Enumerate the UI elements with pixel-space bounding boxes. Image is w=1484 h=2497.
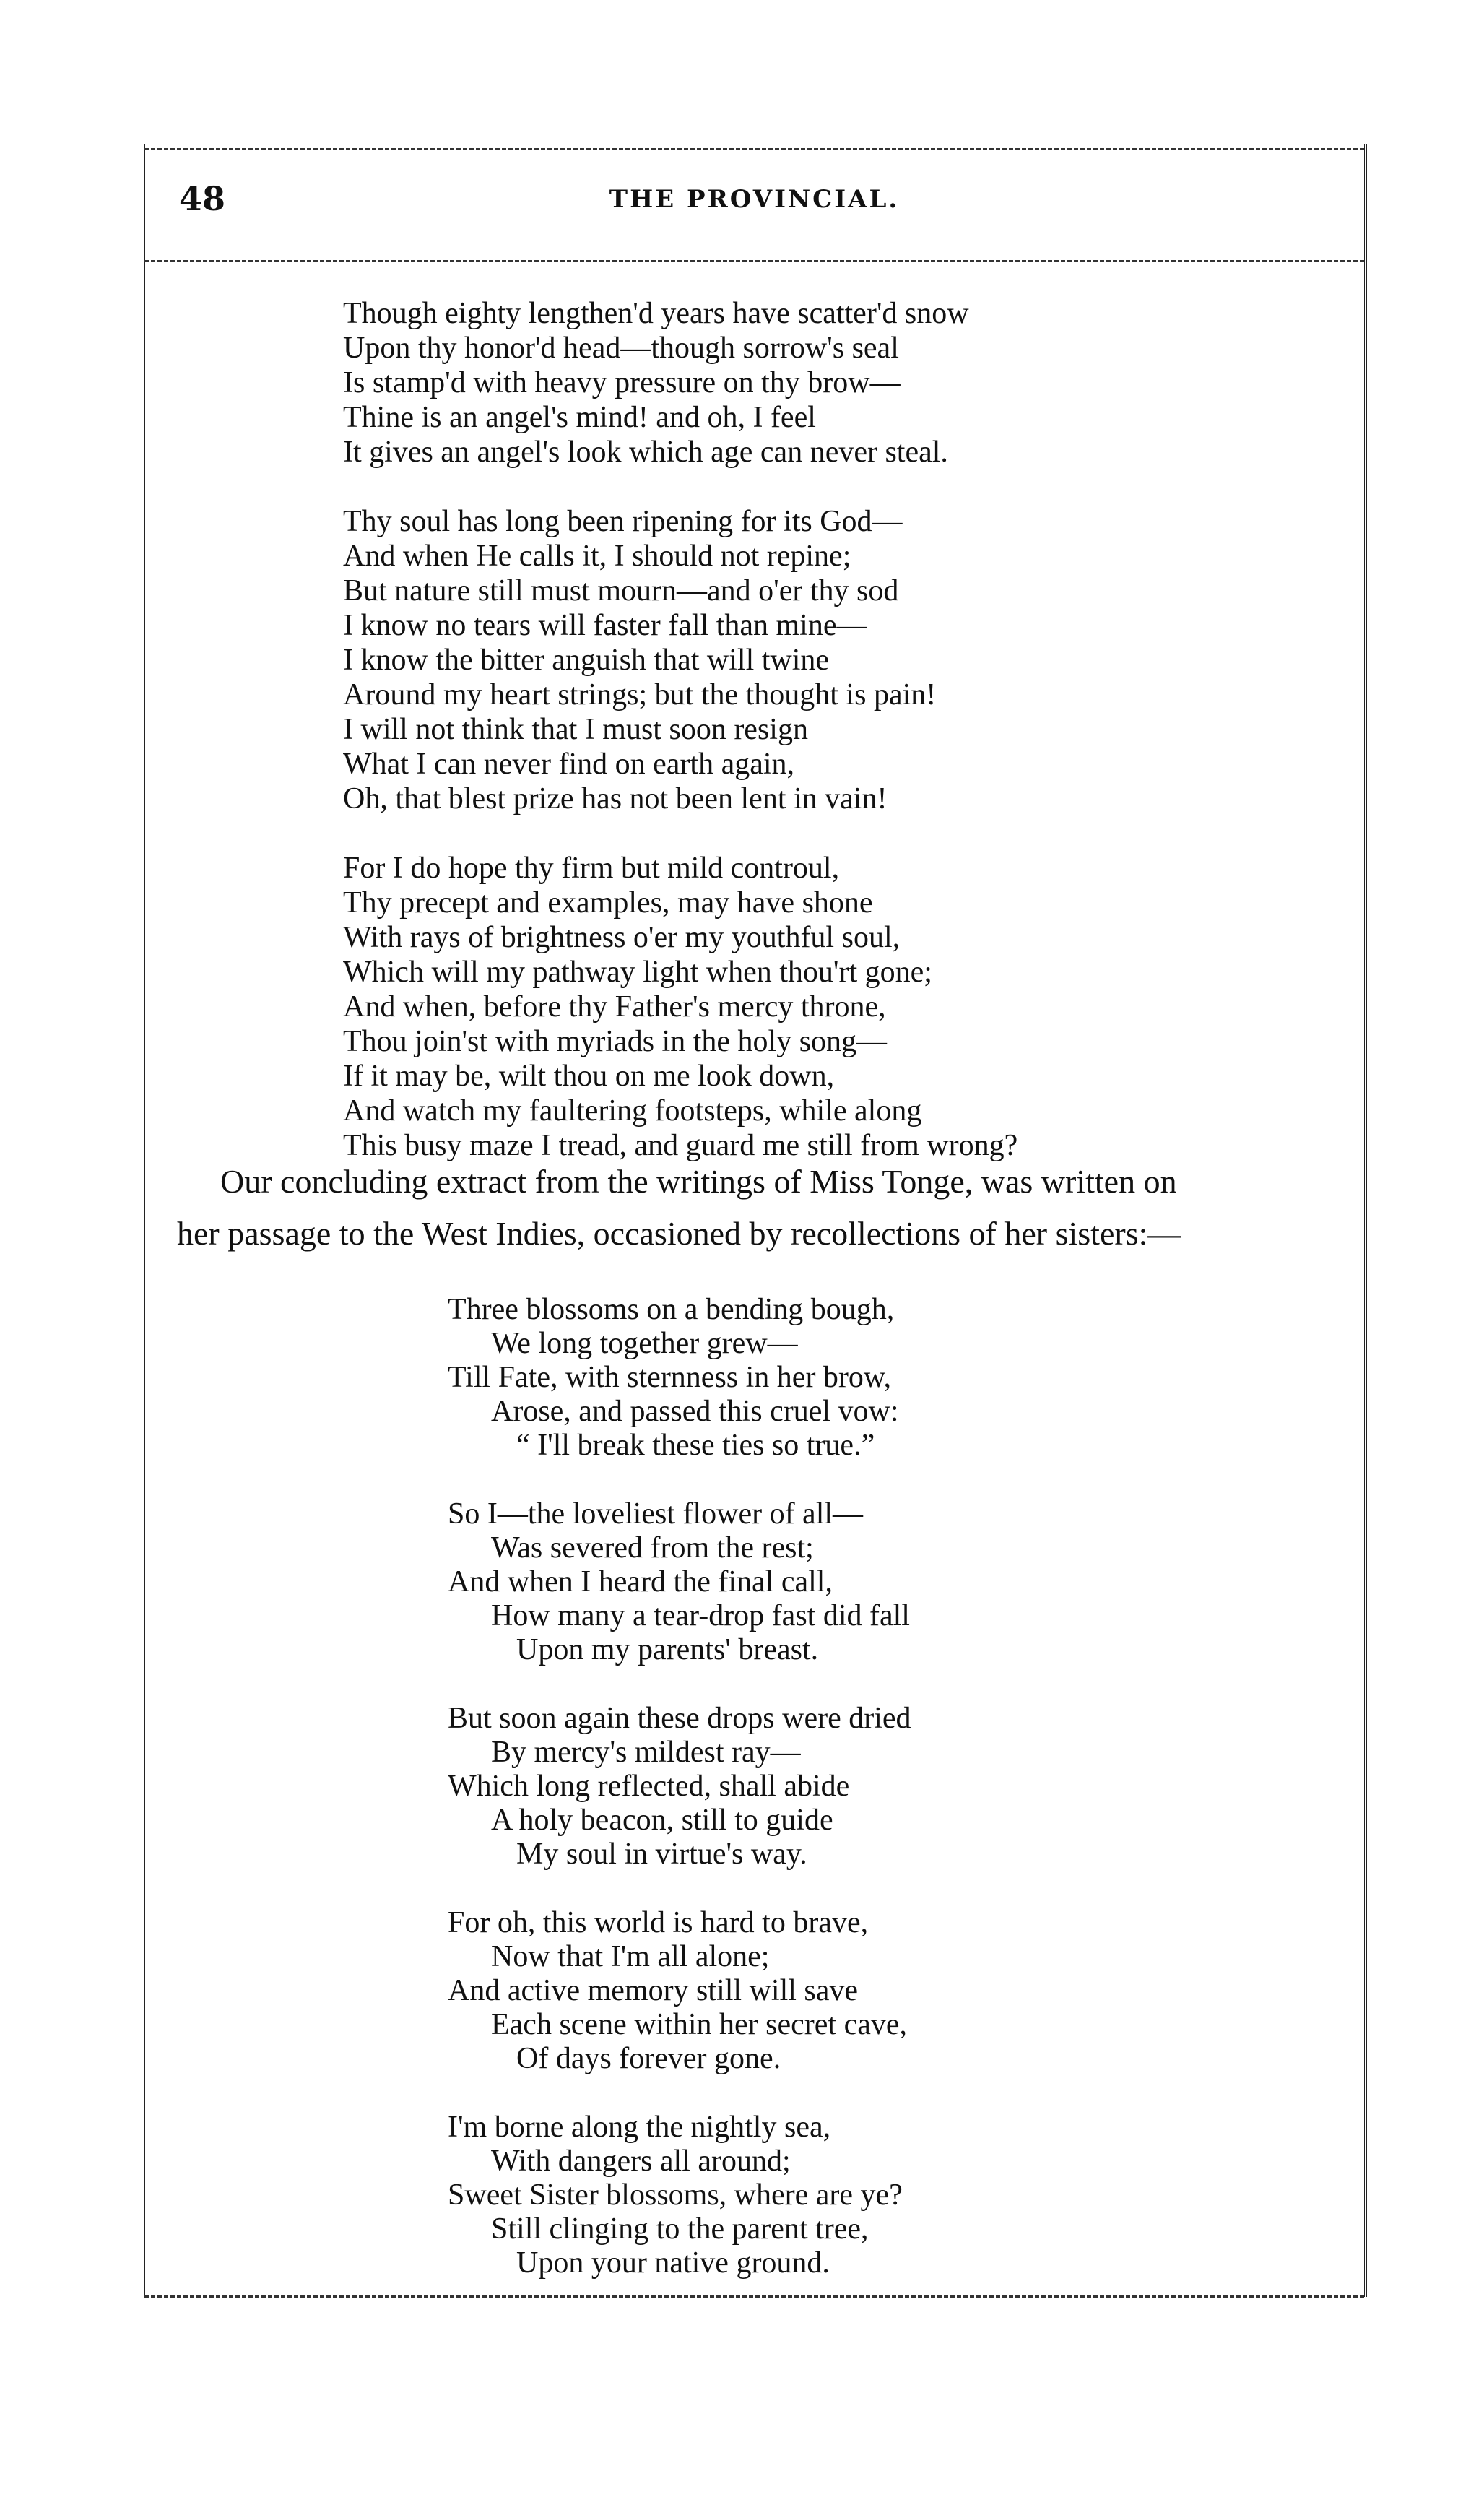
poem1-stanza-3 xyxy=(343,851,1017,1163)
poem-line: My soul in virtue's way. xyxy=(516,1838,807,1871)
running-head: THE PROVINCIAL. xyxy=(609,185,900,214)
poem-line: Thine is an angel's mind! and oh, I feel xyxy=(343,401,816,434)
poem-line: We long together grew— xyxy=(491,1327,798,1360)
poem-line: This busy maze I tread, and guard me still from wrong? xyxy=(343,1129,1018,1162)
poem-line: And when, before thy Father's mercy throne, xyxy=(343,990,886,1024)
poem-line: I'm borne along the nightly sea, xyxy=(448,2111,831,2144)
poem-line: Is stamp'd with heavy pressure on thy brow— xyxy=(343,366,901,399)
poem-line: And when I heard the final call, xyxy=(448,1565,833,1598)
header-rule xyxy=(144,260,1364,262)
poem-line: Upon thy honor'd head—though sorrow's seal xyxy=(343,332,899,365)
top-rule xyxy=(144,148,1364,150)
poem-line: Three blossoms on a bending bough, xyxy=(448,1293,895,1326)
poem-line: “ I'll break these ties so true.” xyxy=(516,1429,875,1462)
poem-line: And active memory still will save xyxy=(448,1974,859,2007)
page-number: 48 xyxy=(179,179,226,218)
poem-line: But nature still must mourn—and o'er thy sod xyxy=(343,574,899,607)
poem2-stanza-4 xyxy=(448,1906,911,2076)
poem-line: By mercy's mildest ray— xyxy=(491,1736,801,1769)
poem-line: Which will my pathway light when thou'rt gone; xyxy=(343,956,932,989)
poem2-stanza-2 xyxy=(448,1497,911,1667)
poem-line: Upon your native ground. xyxy=(516,2246,830,2280)
poem-line: Upon my parents' breast. xyxy=(516,1633,819,1666)
poem1-stanza-1 xyxy=(343,296,1017,469)
poem2-stanza-1 xyxy=(448,1293,911,1463)
poem2-stanza-3 xyxy=(448,1702,911,1871)
page-header xyxy=(144,179,1364,244)
poem-line: I will not think that I must soon resign xyxy=(343,713,808,746)
poem-line: Around my heart strings; but the thought is pain! xyxy=(343,678,937,711)
poem-line: Thy precept and examples, may have shone xyxy=(343,886,873,919)
poem1-stanza-2 xyxy=(343,504,1017,816)
prose-line: her passage to the West Indies, occasioned by recollections of her sisters:— xyxy=(177,1215,1181,1252)
poem-line: And when He calls it, I should not repine; xyxy=(343,540,851,573)
poem-line: A holy beacon, still to guide xyxy=(491,1804,833,1837)
poem-line: With rays of brightness o'er my youthful soul, xyxy=(343,921,901,954)
poem-2 xyxy=(448,1293,911,2315)
poem-line: For I do hope thy firm but mild controul, xyxy=(343,852,840,885)
poem-line: Of days forever gone. xyxy=(516,2042,781,2075)
poem-line: I know the bitter anguish that will twine xyxy=(343,644,830,677)
poem-line: Still clinging to the parent tree, xyxy=(491,2212,869,2246)
poem-line: Now that I'm all alone; xyxy=(491,1940,770,1973)
poem-line: What I can never find on earth again, xyxy=(343,748,795,781)
poem-line: Arose, and passed this cruel vow: xyxy=(491,1395,899,1428)
prose-line: Our concluding extract from the writings of Miss Tonge, was written on xyxy=(220,1163,1177,1200)
poem-line: Though eighty lengthen'd years have scatter'd snow xyxy=(343,297,969,330)
poem-line: And watch my faultering footsteps, while along xyxy=(343,1094,922,1128)
poem-1 xyxy=(343,296,1017,1198)
poem-line: So I—the loveliest flower of all— xyxy=(448,1497,864,1531)
poem-line: Thou join'st with myriads in the holy song— xyxy=(343,1025,888,1058)
poem-line: Oh, that blest prize has not been lent in vain! xyxy=(343,782,888,815)
poem-line: Sweet Sister blossoms, where are ye? xyxy=(448,2178,903,2212)
poem2-stanza-5 xyxy=(448,2111,911,2280)
poem-line: Which long reflected, shall abide xyxy=(448,1770,850,1803)
poem-line: Was severed from the rest; xyxy=(491,1531,814,1565)
prose-paragraph xyxy=(177,1156,1332,1260)
poem-line: But soon again these drops were dried xyxy=(448,1702,911,1735)
poem-line: If it may be, wilt thou on me look down, xyxy=(343,1060,835,1093)
poem-line: Thy soul has long been ripening for its God— xyxy=(343,505,903,538)
poem-line: For oh, this world is hard to brave, xyxy=(448,1906,869,1939)
poem-line: It gives an angel's look which age can never steal. xyxy=(343,436,948,469)
poem-line: Till Fate, with sternness in her brow, xyxy=(448,1361,892,1394)
poem-line: I know no tears will faster fall than mine— xyxy=(343,609,867,642)
poem-line: How many a tear-drop fast did fall xyxy=(491,1599,910,1632)
poem-line: With dangers all around; xyxy=(491,2145,791,2178)
poem-line: Each scene within her secret cave, xyxy=(491,2008,908,2041)
